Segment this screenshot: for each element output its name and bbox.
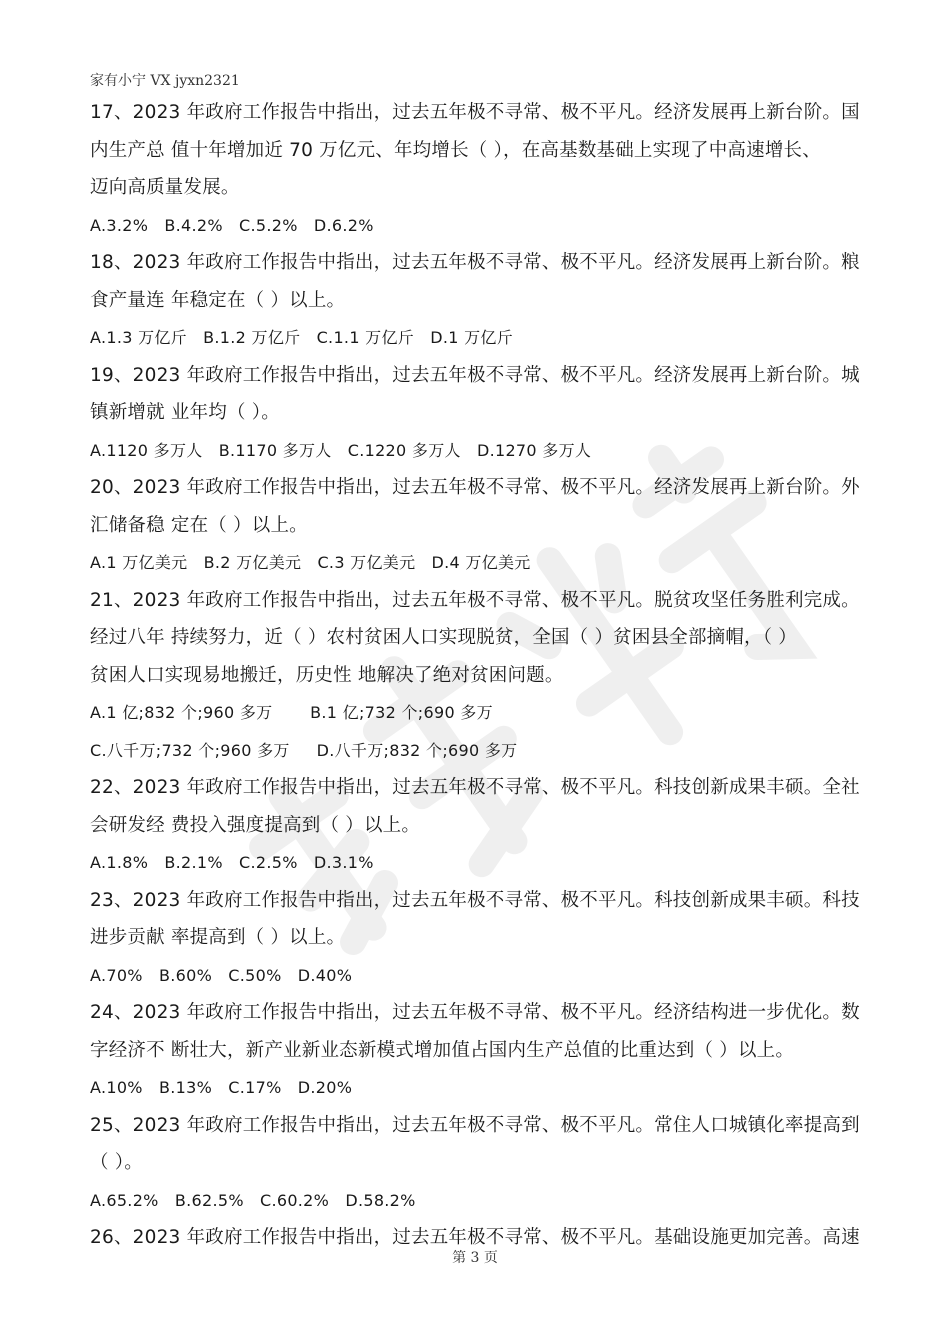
question-text-line: 22、2023 年政府工作报告中指出，过去五年极不寻常、极不平凡。科技创新成果丰硕。全社 xyxy=(90,777,860,798)
page-header: 家有小宁 VX jyxn2321 xyxy=(90,73,240,89)
question-block xyxy=(90,582,865,770)
page-number: 第 3 页 xyxy=(452,1250,498,1266)
question-text-line: （ ）。 xyxy=(90,1152,143,1173)
question-text-line: 内生产总 值十年增加近 70 万亿元、年均增长（ ），在高基数基础上实现了中高速增长、 xyxy=(90,139,821,161)
question-block xyxy=(90,94,865,244)
question-text-line: 字经济不 断壮大，新产业新业态新模式增加值占国内生产总值的比重达到（ ）以上。 xyxy=(90,1039,795,1061)
question-text-line: 23、2023 年政府工作报告中指出，过去五年极不寻常、极不平凡。科技创新成果丰硕。科技 xyxy=(90,889,860,911)
question-block xyxy=(90,994,865,1107)
question-block xyxy=(90,244,865,357)
answer-options: A.1120 多万人 B.1170 多万人 C.1220 多万人 D.1270 多万人 xyxy=(90,440,592,460)
question-block xyxy=(90,1107,865,1220)
answer-options: A.10% B.13% C.17% D.20% xyxy=(90,1078,353,1097)
answer-options: A.3.2% B.4.2% C.5.2% D.6.2% xyxy=(90,215,374,235)
question-text-line: 进步贡献 率提高到（ ）以上。 xyxy=(90,927,346,948)
question-text-line: 食产量连 年稳定在（ ）以上。 xyxy=(90,289,346,311)
question-text-line: 汇储备稳 定在（ ）以上。 xyxy=(90,514,308,536)
answer-options: C.八千万;732 个;960 多万 D.八千万;832 个;690 多万 xyxy=(90,740,518,760)
answer-options: A.65.2% B.62.5% C.60.2% D.58.2% xyxy=(90,1190,416,1210)
question-text-line: 迈向高质量发展。 xyxy=(90,177,240,198)
question-text-line: 24、2023 年政府工作报告中指出，过去五年极不寻常、极不平凡。经济结构进一步优化。数 xyxy=(90,1002,860,1023)
question-text-line: 25、2023 年政府工作报告中指出，过去五年极不寻常、极不平凡。常住人口城镇化率提高到 xyxy=(90,1114,860,1136)
question-block xyxy=(90,882,865,995)
question-text-line: 20、2023 年政府工作报告中指出，过去五年极不寻常、极不平凡。经济发展再上新台阶。外 xyxy=(90,477,860,498)
question-text-line: 17、2023 年政府工作报告中指出，过去五年极不寻常、极不平凡。经济发展再上新台阶。国 xyxy=(90,102,860,123)
question-block xyxy=(90,357,865,470)
answer-options: A.1 万亿美元 B.2 万亿美元 C.3 万亿美元 D.4 万亿美元 xyxy=(90,553,531,572)
question-text-line: 18、2023 年政府工作报告中指出，过去五年极不寻常、极不平凡。经济发展再上新台阶。粮 xyxy=(90,252,860,273)
question-text-line: 贫困人口实现易地搬迁，历史性 地解决了绝对贫困问题。 xyxy=(90,664,564,686)
answer-options: A.1.8% B.2.1% C.2.5% D.3.1% xyxy=(90,853,374,872)
question-block xyxy=(90,769,865,882)
question-text-line: 经过八年 持续努力，近（ ）农村贫困人口实现脱贫，全国（ ）贫困县全部摘帽，（ ） xyxy=(90,627,797,648)
answer-options: A.1 亿;832 个;960 多万 B.1 亿;732 个;690 多万 xyxy=(90,703,493,722)
answer-options: A.1.3 万亿斤 B.1.2 万亿斤 C.1.1 万亿斤 D.1 万亿斤 xyxy=(90,328,514,347)
question-text-line: 19、2023 年政府工作报告中指出，过去五年极不寻常、极不平凡。经济发展再上新台阶。城 xyxy=(90,364,860,386)
question-block xyxy=(90,469,865,582)
question-text-line: 21、2023 年政府工作报告中指出，过去五年极不寻常、极不平凡。脱贫攻坚任务胜利完成。 xyxy=(90,589,860,611)
question-list xyxy=(90,94,865,1257)
question-text-line: 26、2023 年政府工作报告中指出，过去五年极不寻常、极不平凡。基础设施更加完善。高速 xyxy=(90,1227,860,1248)
question-text-line: 会研发经 费投入强度提高到（ ）以上。 xyxy=(90,814,421,836)
question-text-line: 镇新增就 业年均（ ）。 xyxy=(90,402,280,423)
answer-options: A.70% B.60% C.50% D.40% xyxy=(90,965,353,985)
